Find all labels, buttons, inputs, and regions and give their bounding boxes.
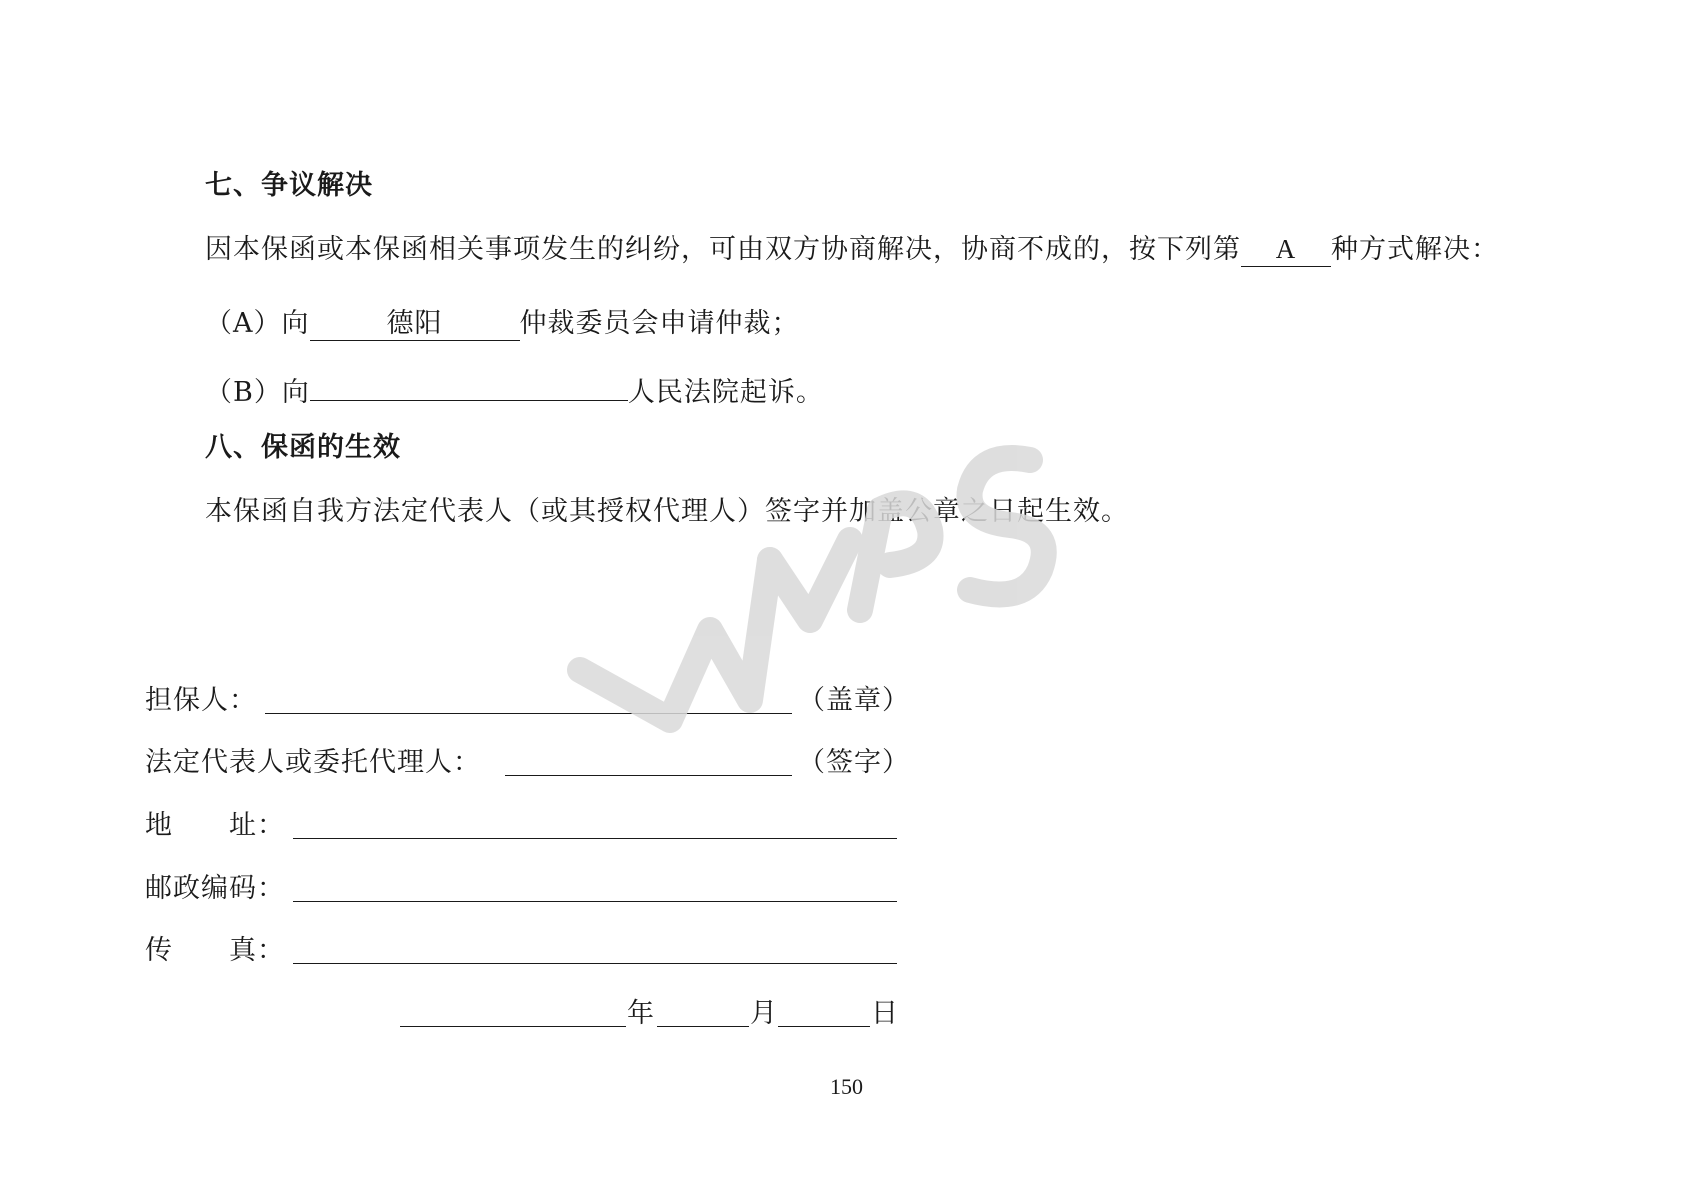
fax-line (293, 963, 897, 964)
court-name-blank (310, 368, 628, 401)
year-line (400, 1026, 626, 1027)
month-label: 月 (750, 998, 778, 1029)
month-line (657, 1026, 749, 1027)
fax-label: 传 真： (145, 935, 285, 966)
day-line (778, 1026, 870, 1027)
guarantor-seal-note: （盖章） (798, 685, 910, 716)
option-a-prefix: （A）向 (205, 308, 310, 339)
representative-sign-note: （签字） (798, 747, 910, 778)
section-8-body: 本保函自我方法定代表人（或其授权代理人）签字并加盖公章之日起生效。 (205, 496, 1129, 527)
section-7-heading: 七、争议解决 (205, 170, 373, 201)
option-a (205, 306, 800, 342)
section-7-intro (205, 232, 1499, 268)
intro-text: 因本保函或本保函相关事项发生的纠纷，可由双方协商解决，协商不成的，按下列第 (205, 234, 1241, 265)
representative-label: 法定代表人或委托代理人： (145, 747, 481, 778)
address-label: 地 址： (145, 810, 285, 841)
arbitration-city-blank: 德阳 (310, 308, 520, 341)
guarantor-label: 担保人： (145, 685, 257, 716)
representative-line (505, 775, 792, 776)
section-8-heading: 八、保函的生效 (205, 432, 401, 463)
day-label: 日 (871, 998, 899, 1029)
page-number: 150 (830, 1074, 863, 1099)
option-b-prefix: （B）向 (205, 377, 310, 408)
option-a-suffix: 仲裁委员会申请仲裁； (519, 308, 800, 339)
postcode-line (293, 901, 897, 902)
guarantor-line (265, 713, 792, 714)
option-b-suffix: 人民法院起诉。 (627, 377, 824, 408)
intro-text-end: 种方式解决： (1331, 234, 1499, 265)
address-line (293, 838, 897, 839)
postcode-label: 邮政编码： (145, 873, 285, 904)
option-b (205, 368, 824, 411)
year-label: 年 (627, 998, 655, 1029)
method-choice-blank: A (1241, 234, 1331, 267)
